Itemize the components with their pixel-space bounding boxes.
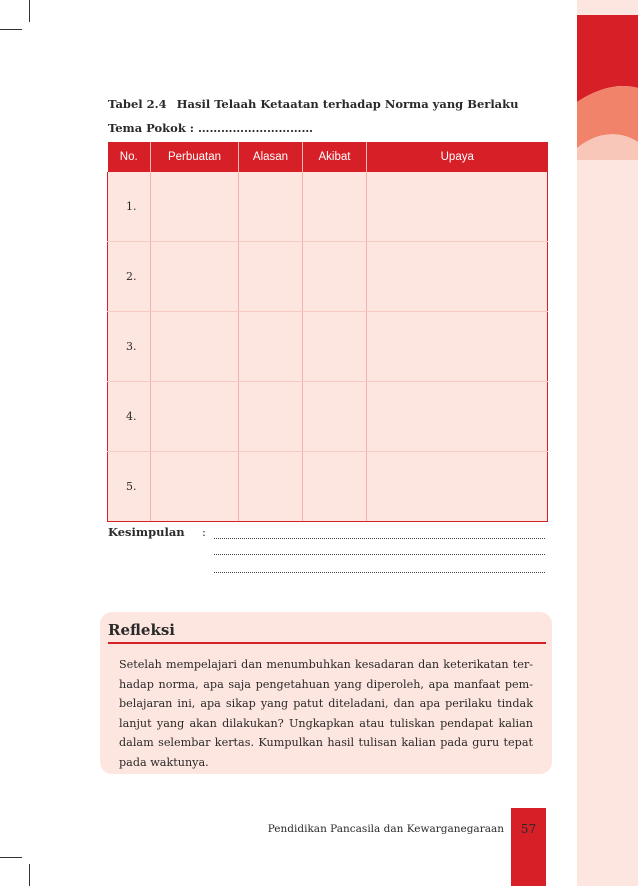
header-no: No.: [108, 142, 151, 172]
header-perbuatan: Perbuatan: [151, 142, 239, 172]
kesimpulan-fill-line-1[interactable]: [214, 538, 545, 539]
upaya-cell[interactable]: [367, 382, 548, 452]
akibat-cell[interactable]: [303, 172, 367, 242]
perbuatan-cell[interactable]: [151, 172, 239, 242]
perbuatan-cell[interactable]: [151, 452, 239, 522]
akibat-cell[interactable]: [303, 242, 367, 312]
table-row: [108, 242, 548, 312]
footer-book-title: Pendidikan Pancasila dan Kewarganegaraan: [267, 823, 504, 835]
table-row: [108, 382, 548, 452]
kesimpulan-colon: :: [202, 525, 206, 539]
akibat-cell[interactable]: [303, 452, 367, 522]
table-caption-number: Tabel 2.4: [108, 97, 167, 111]
footer-page-tab: [511, 808, 546, 886]
akibat-cell[interactable]: [303, 312, 367, 382]
table-row: [108, 452, 548, 522]
perbuatan-cell[interactable]: [151, 312, 239, 382]
alasan-cell[interactable]: [239, 242, 303, 312]
table-caption-title: Hasil Telaah Ketaatan terhadap Norma yang Berlaku: [176, 97, 519, 111]
refleksi-title: Refleksi: [108, 621, 175, 639]
upaya-cell[interactable]: [367, 242, 548, 312]
refleksi-body: Setelah mempelajari dan menumbuhkan kesadaran dan keterikatan ter-hadap norma, apa saja pengetahuan yang diperoleh, apa manfaat pem-belajaran ini, apa sikap yang patut diteladani, dan apa perilaku tindak lanjut yang akan dilakukan? Ungkapkan atau tuliskan pendapat kalian dalam selembar kertas. Kumpulkan hasil tulisan kalian pada guru tepat pada waktunya.: [119, 658, 533, 769]
row-number: 5.: [108, 452, 151, 522]
row-number: 1.: [108, 172, 151, 242]
perbuatan-cell[interactable]: [151, 242, 239, 312]
kesimpulan-fill-line-3[interactable]: [214, 572, 545, 573]
side-band-wave-decoration: [577, 70, 638, 160]
upaya-cell[interactable]: [367, 452, 548, 522]
table-row: [108, 312, 548, 382]
tema-pokok: Tema Pokok : …………………………: [108, 121, 314, 135]
alasan-cell[interactable]: [239, 382, 303, 452]
page-number: 57: [520, 822, 537, 836]
header-upaya: Upaya: [367, 142, 548, 172]
header-alasan: Alasan: [239, 142, 303, 172]
crop-mark: [29, 864, 30, 886]
table-caption: [108, 97, 518, 111]
refleksi-divider: [108, 642, 546, 644]
table-header-row: [108, 142, 548, 172]
crop-mark: [0, 857, 22, 858]
row-number: 4.: [108, 382, 151, 452]
kesimpulan-label: Kesimpulan: [108, 525, 185, 539]
upaya-cell[interactable]: [367, 172, 548, 242]
alasan-cell[interactable]: [239, 172, 303, 242]
telaah-table: [107, 142, 548, 522]
header-akibat: Akibat: [303, 142, 367, 172]
upaya-cell[interactable]: [367, 312, 548, 382]
crop-mark: [0, 29, 22, 30]
alasan-cell[interactable]: [239, 312, 303, 382]
row-number: 2.: [108, 242, 151, 312]
row-number: 3.: [108, 312, 151, 382]
table-row: [108, 172, 548, 242]
akibat-cell[interactable]: [303, 382, 367, 452]
crop-mark: [29, 0, 30, 22]
alasan-cell[interactable]: [239, 452, 303, 522]
perbuatan-cell[interactable]: [151, 382, 239, 452]
kesimpulan-fill-line-2[interactable]: [214, 554, 545, 555]
